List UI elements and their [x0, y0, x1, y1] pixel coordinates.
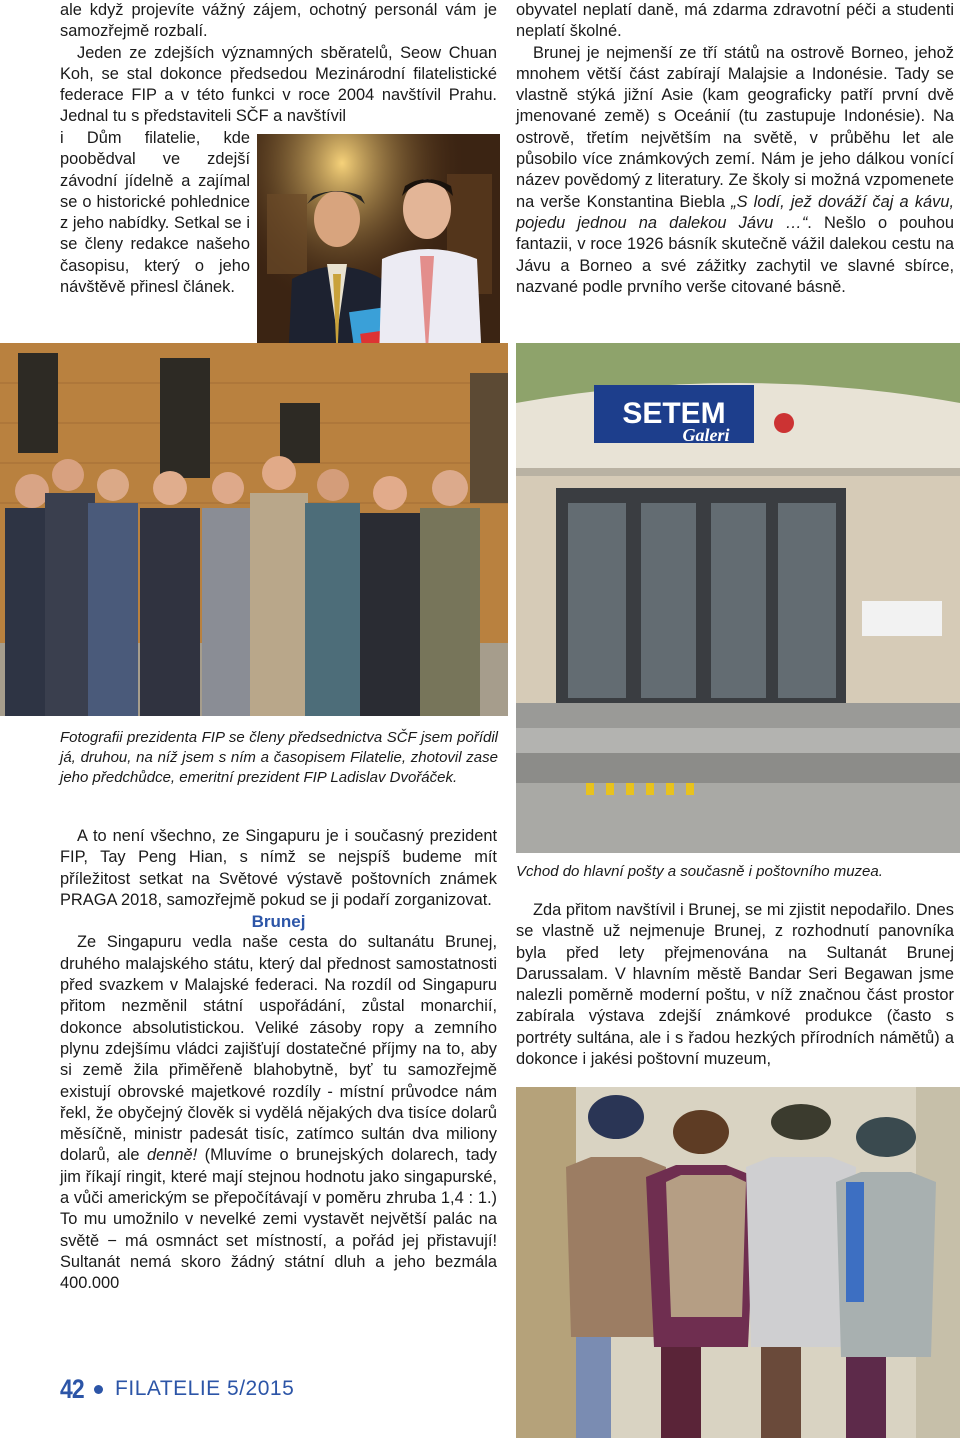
footer-bullet-icon: [94, 1385, 103, 1394]
galeri-sign: Galeri: [682, 425, 730, 445]
setem-sign: SETEM: [622, 397, 726, 430]
paragraph-post-office: Zda přitom navštívil i Brunej, se mi zjistit nepodařilo. Dnes se vlastně už nejmenuje Brunej, z rozhodnutí panovníka byla před lety přejmenována na Sultanát Brunej Darussalam. V hlavním městě Bandar Seri Begawan jsme nalezli poměrně moderní poštu, v níž značnou část prostor zabírala výstava zdejší známkové produkce (často s portréty sultána, ale i s řadou hezkých přírodních námětů) a dokonce i jakési poštovní muzeum,: [516, 901, 954, 1069]
caption-post-office: Vchod do hlavní pošty a současně i poštovního muzea.: [516, 863, 883, 880]
magazine-name: FILATELIE 5/2015: [115, 1377, 295, 1400]
caption-group-photo: Fotografii prezidenta FIP se členy předsednictva SČF jsem pořídil já, druhou, na níž jsem s ním a časopisem Filatelie, zhotovil zase jeho předchůdce, emeritní prezident FIP Ladislav Dvořáček.: [60, 729, 498, 787]
photo-post-office-entrance: [516, 343, 960, 853]
col1-bottom-text: [60, 826, 497, 1295]
paragraph-continuation: ale když projevíte vážný zájem, ochotný personál vám je samozřejmě rozbalí.: [60, 1, 497, 41]
paragraph-tay-peng-hian: A to není všechno, ze Singapuru je i současný prezident FIP, Tay Peng Hian, s nímž se nejspíš budeme mít příležitost setkat na Světové výstavě poštovních známek PRAGA 2018, samozřejmě pokud se ji podaří zorganizovat.: [60, 827, 497, 909]
page-number: 42: [60, 1373, 84, 1404]
photo-postal-uniforms: [516, 1087, 960, 1438]
section-heading-brunej: Brunej: [251, 912, 306, 932]
page-footer: [60, 1373, 294, 1405]
biebl-quote: „S lodí, jež dováží čaj a kávu, pojedu jednou na dalekou Jávu …“: [516, 192, 954, 232]
paragraph-continuation-2: obyvatel neplatí daně, má zdarma zdravotní péči a studenti neplatí školné.: [516, 1, 954, 41]
photo-group-fip-scf: [0, 343, 508, 716]
paragraph-brunej-borneo: Brunej je nejmenší ze tří států na ostrově Borneo, jehož mnohem větší část zabírají Malajsie a Indonésie. Tady se vlastně stýká jižní Asie (kam geograficky patří první dvě jmenované země) s Oceánií (tu zastupuje Indonésie). Na ostrově, třetím největším na světě, v průběhu let ale působilo více známkových zemí. Nám je jeho dálkou vonící název povědomý z literatury. Ze školy si možná vzpomenete na verše Konstantina Biebla „S lodí, jež dováží čaj a kávu, pojedu jednou na dalekou Jávu …“. Nešlo o pouhou fantazii, v roce 1926 básník skutečně vážil dalekou cestu na Jávu a Borneo a své zážitky zachytil ve slavné sbírce, nazvané podle prvního verše citované básně.: [516, 43, 955, 296]
col1-top-text: [60, 0, 497, 128]
col1-wrap-text: [60, 128, 250, 298]
paragraph-brunej-sultanate: Ze Singapuru vedla naše cesta do sultanátu Brunej, druhého malajského státu, který dal přednost samostatnosti před svazkem v Malajské federaci. Na rozdíl od Singapuru přitom nezměnil státní uspořádání, zůstal monarchií, dokonce absolutistickou. Veliké zásoby ropy a zemního plynu zdejšímu vládci zajišťují dostatečné příjmy na to, aby si země žila přiměřeně blahobytně, byť tu samozřejmě existují obrovské majetkové rozdíly - místní průvodce nám řekl, že obyčejný člověk si vydělá nějakých dva tisíce dolarů měsíčně, ministr padesát tisíc, zatímco sultán dva miliony dolarů, ale denně! (Mluvíme o brunejských dolarech, tady jim říkají ringit, které mají stejnou hodnotu jako singapurské, a vůči americkým se přepočítávají v poměru zhruba 1,4 : 1.) To mu umožnilo v nevelké zemi vystavět největší palác na světě − má osmnáct set místností, a pořád jej přistavují! Sultanát nemá skoro žádný státní dluh a jeho bezmála 400.000: [60, 933, 498, 1293]
col2-top-text: [516, 0, 954, 298]
col2-bottom-text: [516, 900, 954, 1070]
paragraph-koh: Jeden ze zdejších významných sběratelů, Seow Chuan Koh, se stal dokonce předsedou Mezinárodní filatelistické federace FIP a v této funkci v roce 2004 navštívil Prahu. Jednal tu s představiteli SČF a navštívil: [60, 43, 497, 126]
paragraph-koh-visit: i Dům filatelie, kde poobědval ve zdejší závodní jídelně a zajímal se o historické pohlednice z jeho nabídky. Setkal se i se členy redakce našeho časopisu, který o jeho návštěvě přinesl článek.: [60, 129, 250, 297]
